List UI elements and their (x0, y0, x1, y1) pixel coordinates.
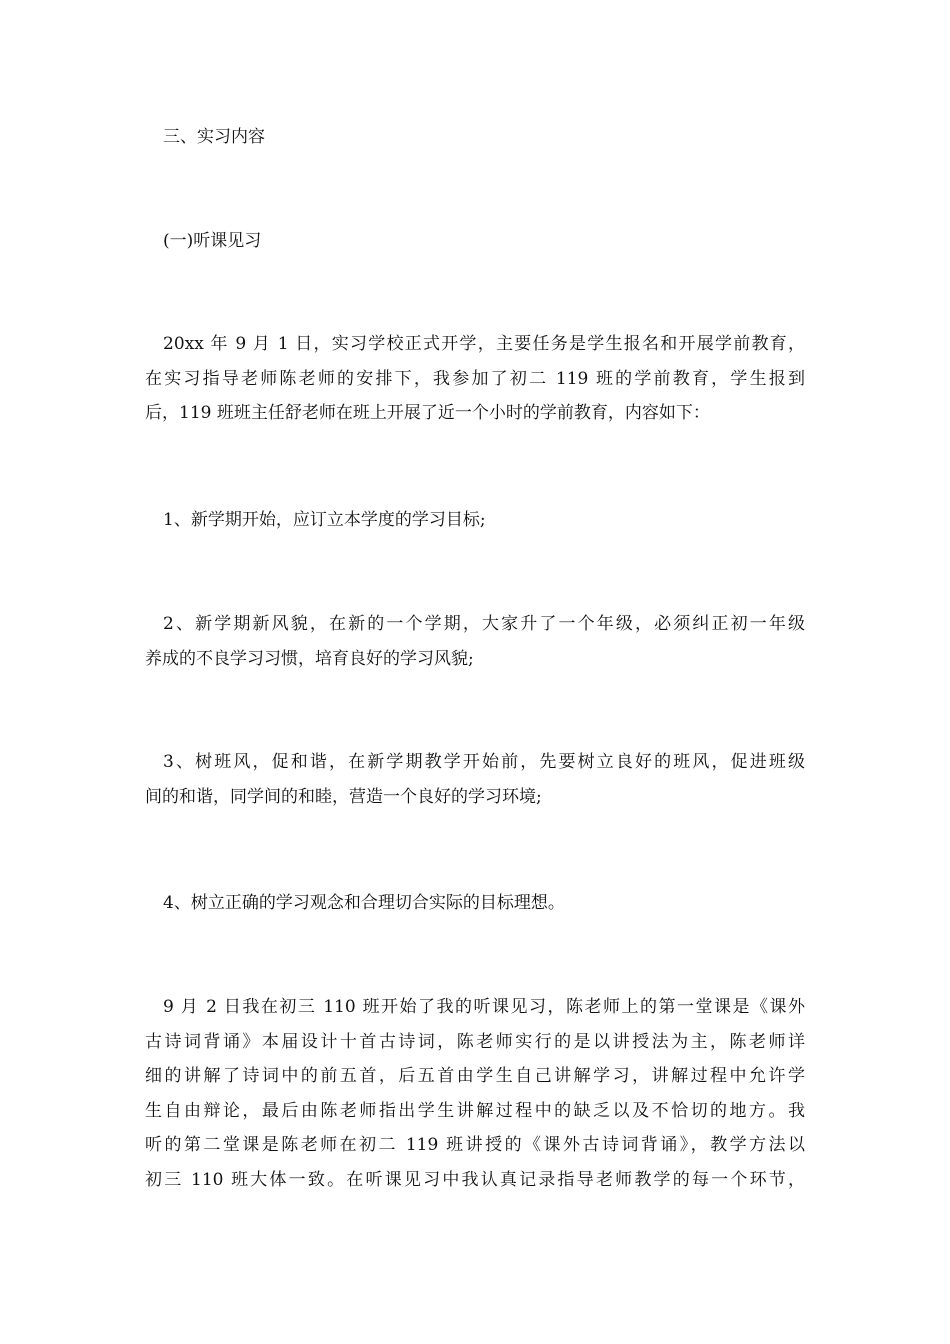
paragraph-line: 20xx 年 9 月 1 日，实习学校正式开学，主要任务是学生报名和开展学前教育， (163, 334, 805, 354)
list-item-1 (145, 503, 805, 538)
paragraph-line: 后，119 班班主任舒老师在班上开展了近一个小时的学前教育，内容如下： (145, 403, 710, 423)
paragraph-line: 听的第二堂课是陈老师在初二 119 班讲授的《课外古诗词背诵》，教学方法以 (145, 1135, 805, 1155)
list-item-line: 3、树班风，促和谐，在新学期教学开始前，先要树立良好的班风，促进班级 (163, 752, 805, 772)
list-item-line: 1、新学期开始，应订立本学度的学习目标; (163, 510, 486, 530)
list-item-line: 间的和谐，同学间的和睦，营造一个良好的学习环境; (145, 786, 542, 807)
list-item-4 (145, 886, 805, 921)
list-item-line: 2、新学期新风貌，在新的一个学期，大家升了一个年级，必须纠正初一年级 (163, 614, 805, 634)
list-item-3 (145, 745, 805, 814)
subsection-heading-text: (一)听课见习 (163, 231, 262, 251)
list-item-2 (145, 607, 805, 676)
list-item-line: 4、树立正确的学习观念和合理切合实际的目标理想。 (163, 893, 565, 913)
paragraph-observation (145, 990, 805, 1197)
paragraph-line: 在实习指导老师陈老师的安排下，我参加了初二 119 班的学前教育，学生报到 (145, 368, 805, 389)
section-heading-text: 三、实习内容 (163, 127, 265, 147)
paragraph-line: 9 月 2 日我在初三 110 班开始了我的听课见习，陈老师上的第一堂课是《课外 (163, 997, 805, 1017)
paragraph-line: 生自由辩论，最后由陈老师指出学生讲解过程中的缺乏以及不恰切的地方。我 (145, 1100, 805, 1121)
list-item-line: 养成的不良学习习惯，培育良好的学习风貌; (145, 648, 474, 669)
paragraph-line: 细的讲解了诗词中的前五首，后五首由学生自己讲解学习，讲解过程中允许学 (145, 1066, 805, 1086)
section-heading (145, 120, 805, 155)
subsection-heading (145, 224, 805, 259)
paragraph-intro (145, 327, 805, 431)
paragraph-line: 初三 110 班大体一致。在听课见习中我认真记录指导老师教学的每一个环节， (145, 1169, 805, 1190)
paragraph-line: 古诗词背诵》本届设计十首古诗词，陈老师实行的是以讲授法为主，陈老师详 (145, 1031, 805, 1052)
